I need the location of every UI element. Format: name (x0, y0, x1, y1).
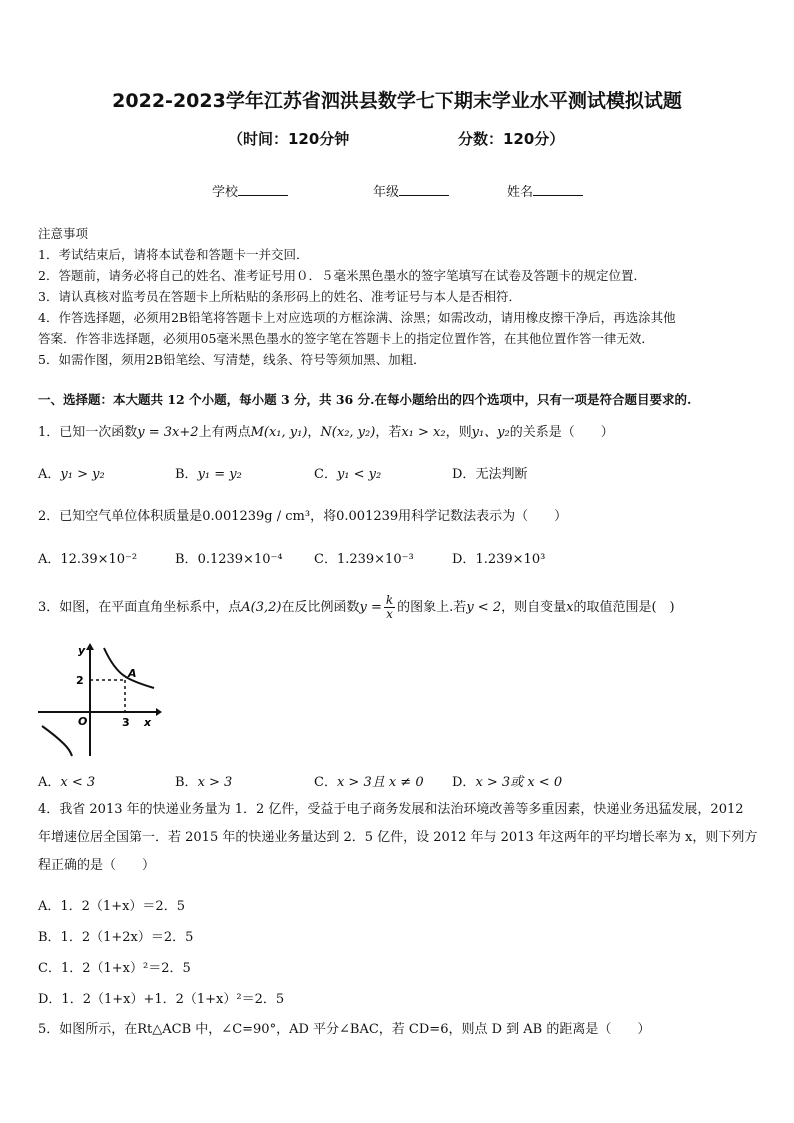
q4-option-b: B．1．2（1+2x）＝2．5 (38, 930, 194, 945)
q2-text: ，将 (310, 509, 337, 524)
question-1 (38, 421, 614, 440)
q4-option-a: A．1．2（1+x）＝2．5 (38, 899, 185, 914)
q1-text: 的关系是（ ） (509, 425, 614, 440)
q3-point: A(3,2) (241, 600, 282, 615)
q2-option-a: A．12.39×10⁻² (38, 552, 138, 567)
q1-text: ， (307, 425, 321, 440)
notice-item: 2．答题前，请务必将自己的姓名、准考证号用０．５毫米黑色墨水的签字笔填写在试卷及答题卡的规定位置． (38, 268, 646, 283)
grade-blank (399, 183, 449, 196)
tick-3: 3 (122, 716, 130, 729)
grade-field (373, 181, 449, 200)
exam-score: 分数：120分） (458, 130, 565, 148)
q3-fraction: $\frac{k}{x}$ (385, 593, 394, 621)
q1-point-m: M(x₁, y₁) (250, 425, 308, 440)
q3-text: 3．如图，在平面直角坐标系中，点 (38, 600, 242, 615)
q2-option-b: B．0.1239×10⁻⁴ (175, 552, 283, 567)
q2-number: 0.001239 (336, 509, 399, 524)
q1-text: 1．已知一次函数 (38, 425, 138, 440)
q2-text: 2．已知空气单位体积质量是 (38, 509, 203, 524)
q1-point-n: N(x₂, y₂) (320, 425, 376, 440)
q3-graph (34, 640, 164, 760)
notice-item: 答案．作答非选择题，必须用05毫米黑色墨水的签字笔在答题卡上的指定位置作答，在其他位置作答一律无效． (38, 331, 654, 346)
name-field (507, 181, 583, 200)
school-label: 学校 (212, 185, 239, 200)
hyperbola-branch-2 (42, 726, 72, 756)
y-axis-arrow (86, 643, 94, 650)
name-label: 姓名 (507, 185, 534, 200)
notice-item: 5．如需作图，须用2B铅笔绘、写清楚，线条、符号等须加黑、加粗． (38, 352, 426, 367)
notice-heading: 注意事项 (38, 226, 89, 241)
q4-option-d: D．1．2（1+x）+1．2（1+x）²＝2．5 (38, 992, 285, 1007)
q3-option-b: B．x > 3 (175, 775, 233, 790)
q1-option-d: D．无法判断 (452, 467, 528, 482)
notice-item: 4．作答选择题，必须用2B铅笔将答题卡上对应选项的方框涂满、涂黑；如需改动，请用橡皮擦干净后，再选涂其他 (38, 310, 676, 325)
q3-var: x (566, 600, 574, 615)
question-4: 4．我省 2013 年的快递业务量为 1．2 亿件，受益于电子商务发展和法治环境改善等多重因素，快递业务迅猛发展，2012 年增速位居全国第一．若 2015 年的快递业务量达到 2．5 亿件，设 2012 年与 2013 年这两年的平均增长率为 x，则下列方程正确的是（ ） (38, 802, 758, 873)
point-a-label: A (128, 667, 137, 680)
school-field (212, 181, 288, 200)
origin-label: O (78, 715, 88, 728)
q1-condition: x₁ > x₂ (401, 425, 446, 440)
question-3 (38, 594, 675, 621)
q2-value: 0.001239g / cm³ (202, 509, 311, 524)
q1-text: ，则 (445, 425, 472, 440)
exam-time: （时间：120分钟 (228, 130, 350, 148)
notice-item: 1．考试结束后，请将本试卷和答题卡一并交回． (38, 247, 309, 262)
q1-option-a: A．y₁ > y₂ (38, 467, 105, 482)
tick-2: 2 (76, 674, 84, 687)
q2-text: 用科学记数法表示为（ ） (398, 509, 568, 524)
q3-function: y = (359, 600, 382, 615)
notice-item: 3．请认真核对监考员在答题卡上所粘贴的条形码上的姓名、准考证号与本人是否相符． (38, 289, 521, 304)
q4-option-c: C．1．2（1+x）²＝2．5 (38, 961, 191, 976)
q1-option-c: C．y₁ < y₂ (314, 467, 382, 482)
q3-text: ，则自变量 (501, 600, 567, 615)
x-label: x (144, 716, 152, 729)
q1-vars: y₁、y₂ (471, 425, 510, 440)
q3-option-d: D．x > 3或 x < 0 (452, 775, 563, 790)
q3-condition: y < 2 (466, 600, 502, 615)
q1-text: ，若 (375, 425, 402, 440)
q3-option-a: A．x < 3 (38, 775, 96, 790)
section-heading: 一、选择题：本大题共 12 个小题，每小题 3 分，共 36 分.在每小题给出的四个选项中，只有一项是符合题目要求的. (38, 392, 692, 407)
q3-text: 的取值范围是( ) (573, 600, 675, 615)
q2-option-c: C．1.239×10⁻³ (314, 552, 414, 567)
x-axis-arrow (156, 708, 162, 716)
q3-option-c: C．x > 3且 x ≠ 0 (314, 775, 424, 790)
q1-option-b: B．y₁ = y₂ (175, 467, 242, 482)
exam-title: 2022-2023学年江苏省泗洪县数学七下期末学业水平测试模拟试题 (112, 90, 682, 112)
question-5: 5．如图所示，在Rt△ACB 中，∠C=90°，AD 平分∠BAC，若 CD=6，则点 D 到 AB 的距离是（ ） (38, 1022, 651, 1037)
name-blank (533, 183, 583, 196)
school-blank (238, 183, 288, 196)
q1-text: 上有两点 (198, 425, 251, 440)
q3-text: 在反比例函数 (281, 600, 360, 615)
q2-option-d: D．1.239×10³ (452, 552, 546, 567)
y-label: y (78, 644, 86, 657)
question-2 (38, 505, 567, 524)
grade-label: 年级 (373, 185, 400, 200)
q1-function: y = 3x+2 (137, 425, 199, 440)
q3-text: 的图象上.若 (397, 600, 467, 615)
